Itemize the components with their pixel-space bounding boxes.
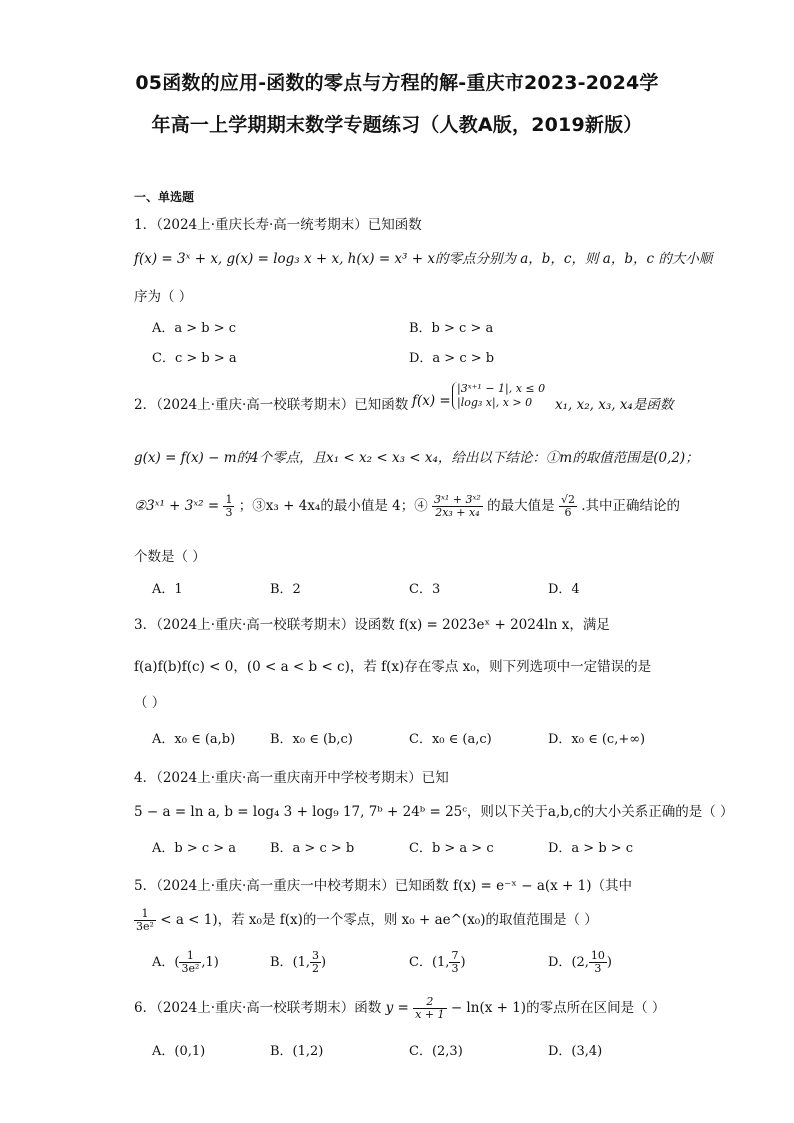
- fraction-numerator: 1: [225, 493, 233, 506]
- q2-fraction-expression: [432, 494, 483, 519]
- option-letter: D．: [548, 955, 572, 970]
- q6-fraction: [413, 996, 446, 1021]
- fraction-denominator: 3: [594, 962, 602, 975]
- fraction-numerator: √2: [560, 493, 575, 506]
- fraction-numerator: 3: [312, 949, 320, 962]
- q1-option-c[interactable]: C．c > b > a: [152, 351, 237, 366]
- q5-stem-line-1: 5．（2024上·重庆·高一重庆一中校考期末）已知函数 f(x) = e⁻ˣ − a(x + 1)（其中: [134, 878, 633, 894]
- q1-stem-line-3: 序为（ ）: [134, 289, 193, 305]
- q2-piece-1: |3ˣ⁺¹ − 1|, x ≤ 0: [457, 382, 546, 395]
- interval-fraction: [589, 950, 607, 975]
- q1-option-a[interactable]: A．a > b > c: [152, 321, 237, 336]
- q6-option-c[interactable]: C．(2,3): [409, 1044, 463, 1059]
- q5-stem-line-2: [134, 908, 598, 933]
- q2-conclusions: [134, 494, 680, 519]
- q2-stem-line-2: g(x) = f(x) − m的4个零点，且x₁ < x₂ < x₃ < x₄，给出以下结论：①m的取值范围是(0,2)；: [134, 450, 699, 466]
- option-letter: A．: [152, 955, 175, 970]
- section-heading: 一、单选题: [134, 190, 195, 204]
- fraction-denominator: 2x₃ + x₄: [435, 506, 480, 519]
- q2-stem-line-1: 2．（2024上·重庆·高一校联考期末）已知函数: [134, 397, 409, 413]
- q1-option-b[interactable]: B．b > c > a: [409, 321, 494, 336]
- document-title-line-2: 年高一上学期期末数学专题练习（人教A版，2019新版）: [151, 114, 643, 136]
- interval-open: (1,: [292, 955, 311, 970]
- q2-option-a[interactable]: A．1: [152, 582, 183, 597]
- fraction-numerator: 10: [590, 949, 605, 962]
- fraction-numerator: 7: [451, 949, 459, 962]
- q3-option-c[interactable]: C．x₀ ∈ (a,c): [409, 732, 492, 747]
- q6-option-d[interactable]: D．(3,4): [548, 1044, 603, 1059]
- fraction-denominator: 2: [312, 962, 320, 975]
- q2-piece-2: |log₃ x|, x > 0: [457, 396, 533, 409]
- q2-conclusion-tail: .其中正确结论的: [581, 498, 681, 514]
- q2-option-b[interactable]: B．2: [270, 582, 301, 597]
- q2-stem-zeros: x₁, x₂, x₃, x₄是函数: [555, 397, 674, 413]
- q5-option-a[interactable]: [152, 950, 219, 975]
- q6-option-a[interactable]: A．(0,1): [152, 1044, 206, 1059]
- interval-fraction: [310, 950, 321, 975]
- q3-stem-line-3: （ ）: [134, 695, 166, 711]
- interval-fraction: [179, 950, 201, 975]
- fraction-denominator: 3: [451, 962, 459, 975]
- fraction-denominator: x + 1: [415, 1008, 445, 1021]
- q2-fraction-max-value: [559, 494, 577, 519]
- fraction-denominator: 3e²: [181, 962, 200, 975]
- q4-option-a[interactable]: A．b > c > a: [152, 841, 237, 856]
- q6-stem: [134, 996, 665, 1021]
- option-letter: B．: [270, 955, 293, 970]
- fraction-numerator: 2: [413, 996, 446, 1009]
- fraction-numerator: 1: [134, 908, 156, 921]
- q6-stem-prefix: 6．（2024上·重庆·高一校联考期末）函数: [134, 1000, 382, 1016]
- q6-option-b[interactable]: B．(1,2): [270, 1044, 324, 1059]
- q4-stem-line-1: 4．（2024上·重庆·高一重庆南开中学校考期末）已知: [134, 770, 449, 786]
- interval-fraction: [449, 950, 460, 975]
- q2-option-d[interactable]: D．4: [548, 582, 580, 597]
- q6-stem-suffix: − ln(x + 1)的零点所在区间是（ ）: [450, 1000, 666, 1016]
- fraction-numerator: 3ˣ¹ + 3ˣ²: [434, 493, 481, 506]
- q2-fx: f(x) =: [412, 393, 451, 409]
- q5-option-d[interactable]: [548, 950, 612, 975]
- fraction-denominator: 3: [225, 506, 233, 519]
- option-letter: C．: [409, 955, 432, 970]
- q2-conclusion-4-text: 的最大值是: [487, 498, 555, 514]
- q1-stem-line-1: 1．（2024上·重庆长寿·高一统考期末）已知函数: [134, 217, 422, 233]
- q4-option-b[interactable]: B．a > c > b: [270, 841, 355, 856]
- q2-fraction-one-third: [223, 494, 234, 519]
- q2-piecewise-brace: [452, 382, 545, 410]
- q2-conclusion-2: ②3ˣ¹ + 3ˣ² =: [134, 498, 220, 514]
- interval-close: ): [606, 955, 612, 970]
- q4-option-d[interactable]: D．a > b > c: [548, 841, 634, 856]
- q5-condition-fraction: [134, 908, 156, 933]
- q2-option-c[interactable]: C．3: [409, 582, 441, 597]
- q5-stem-rest: < a < 1)，若 x₀是 f(x)的一个零点，则 x₀ + ae^(x₀)的取值范围是（ ）: [160, 912, 598, 928]
- q3-option-a[interactable]: A．x₀ ∈ (a,b): [152, 732, 236, 747]
- q4-option-c[interactable]: C．b > a > c: [409, 841, 494, 856]
- q3-option-d[interactable]: D．x₀ ∈ (c,+∞): [548, 732, 646, 747]
- q1-option-d[interactable]: D．a > c > b: [409, 351, 495, 366]
- fraction-denominator: 6: [564, 506, 572, 519]
- interval-open: (1,: [431, 955, 450, 970]
- q3-stem-line-2: f(a)f(b)f(c) < 0，(0 < a < b < c)，若 f(x)存在零点 x₀，则下列选项中一定错误的是: [134, 659, 652, 675]
- q1-stem-line-2: f(x) = 3ˣ + x, g(x) = log₃ x + x, h(x) = x³ + x的零点分别为 a，b，c，则 a，b，c 的大小顺: [134, 251, 713, 267]
- interval-close: ): [321, 955, 327, 970]
- q2-stem-line-3: 个数是（ ）: [134, 549, 206, 565]
- q2-piecewise: [452, 382, 545, 410]
- q3-stem-line-1: 3．（2024上·重庆·高一校联考期末）设函数 f(x) = 2023eˣ + 2024ln x，满足: [134, 617, 610, 633]
- interval-open: (2,: [571, 955, 589, 970]
- q6-y: y =: [385, 1000, 409, 1016]
- fraction-numerator: 1: [179, 950, 201, 963]
- q2-conclusion-3: ；③x₃ + 4x₄的最小值是 4；④: [238, 498, 428, 514]
- interval-close: ,1): [201, 955, 219, 970]
- q3-option-b[interactable]: B．x₀ ∈ (b,c): [270, 732, 353, 747]
- fraction-denominator: 3e²: [136, 920, 154, 933]
- interval-open: (: [174, 955, 180, 970]
- interval-close: ): [460, 955, 466, 970]
- document-title-line-1: 05函数的应用-函数的零点与方程的解-重庆市2023-2024学: [135, 72, 659, 94]
- q5-option-c[interactable]: [409, 950, 466, 975]
- q5-option-b[interactable]: [270, 950, 326, 975]
- q4-stem-line-2: 5 − a = ln a, b = log₄ 3 + log₉ 17, 7ᵇ + 24ᵇ = 25ᶜ，则以下关于a,b,c的大小关系正确的是（ ）: [134, 804, 734, 820]
